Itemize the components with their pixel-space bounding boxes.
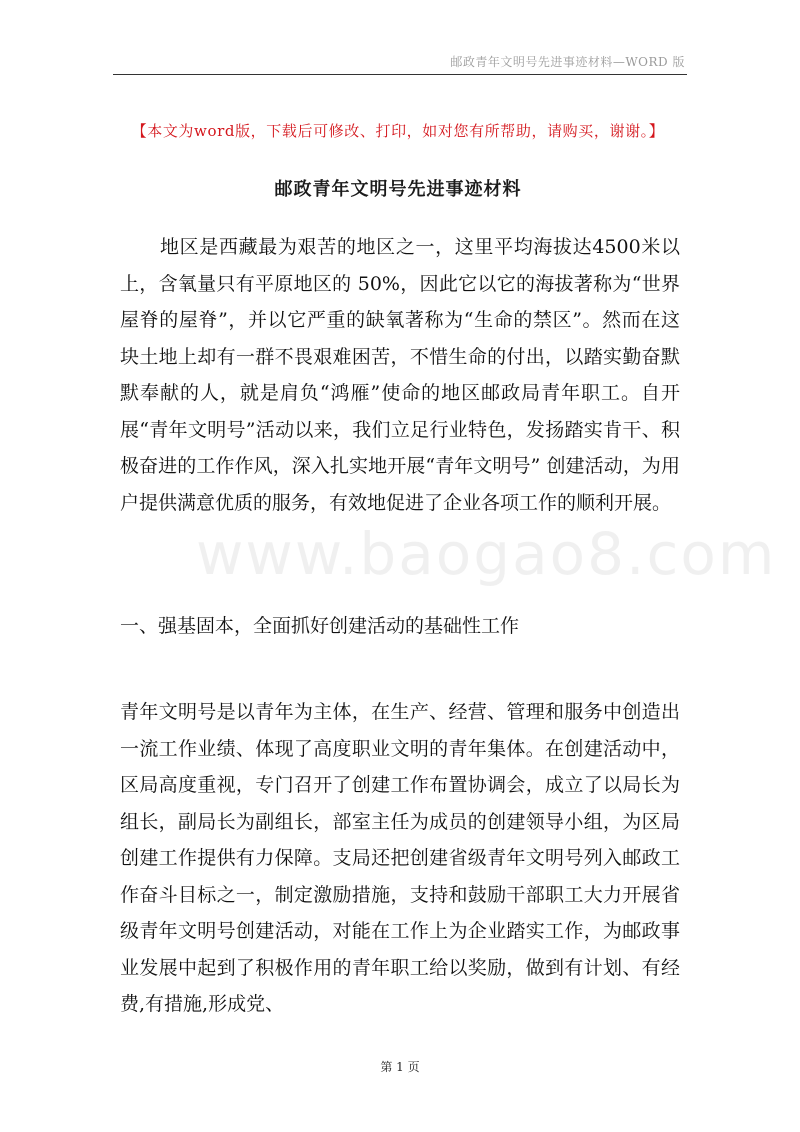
watermark: www.baogao8.com <box>196 520 777 588</box>
intro-paragraph: 地区是西藏最为艰苦的地区之一，这里平均海拔达4500米以上，含氧量只有平原地区的 50%，因此它以它的海拔著称为“世界屋脊的屋脊”，并以它严重的缺氧著称为“生命的禁区”。然而在这块土地上却有一群不畏艰难困苦，不惜生命的付出，以踏实勤奋默默奉献的人，就是肩负“鸿雁”使命的地区邮政局青年职工。自开展“青年文明号”活动以来，我们立足行业特色，发扬踏实肯干、积极奋进的工作作风，深入扎实地开展“青年文明号” 创建活动，为用户提供满意优质的服务，有效地促进了企业各项工作的顺利开展。 <box>120 236 680 514</box>
section-heading-1: 一、强基固本，全面抓好创建活动的基础性工作 <box>120 615 520 637</box>
header-divider <box>113 74 687 75</box>
document-title: 邮政青年文明号先进事迹材料 <box>274 179 522 200</box>
document-header-label: 邮政青年文明号先进事迹材料—WORD 版 <box>450 55 685 69</box>
page-number: 第 1 页 <box>380 1060 420 1074</box>
section-1-paragraph: 青年文明号是以青年为主体，在生产、经营、管理和服务中创造出一流工作业绩、体现了高度职业文明的青年集体。在创建活动中，区局高度重视，专门召开了创建工作布置协调会，成立了以局长为组长，副局长为副组长，部室主任为成员的创建领导小组，为区局创建工作提供有力保障。支局还把创建省级青年文明号列入邮政工作奋斗目标之一，制定激励措施，支持和鼓励干部职工大力开展省级青年文明号创建活动，对能在工作上为企业踏实工作，为邮政事业发展中起到了积极作用的青年职工给以奖励，做到有计划、有经费,有措施,形成党、 <box>120 701 680 1015</box>
download-notice: 【本文为word版，下载后可修改、打印，如对您有所帮助，请购买，谢谢。】 <box>131 122 665 140</box>
